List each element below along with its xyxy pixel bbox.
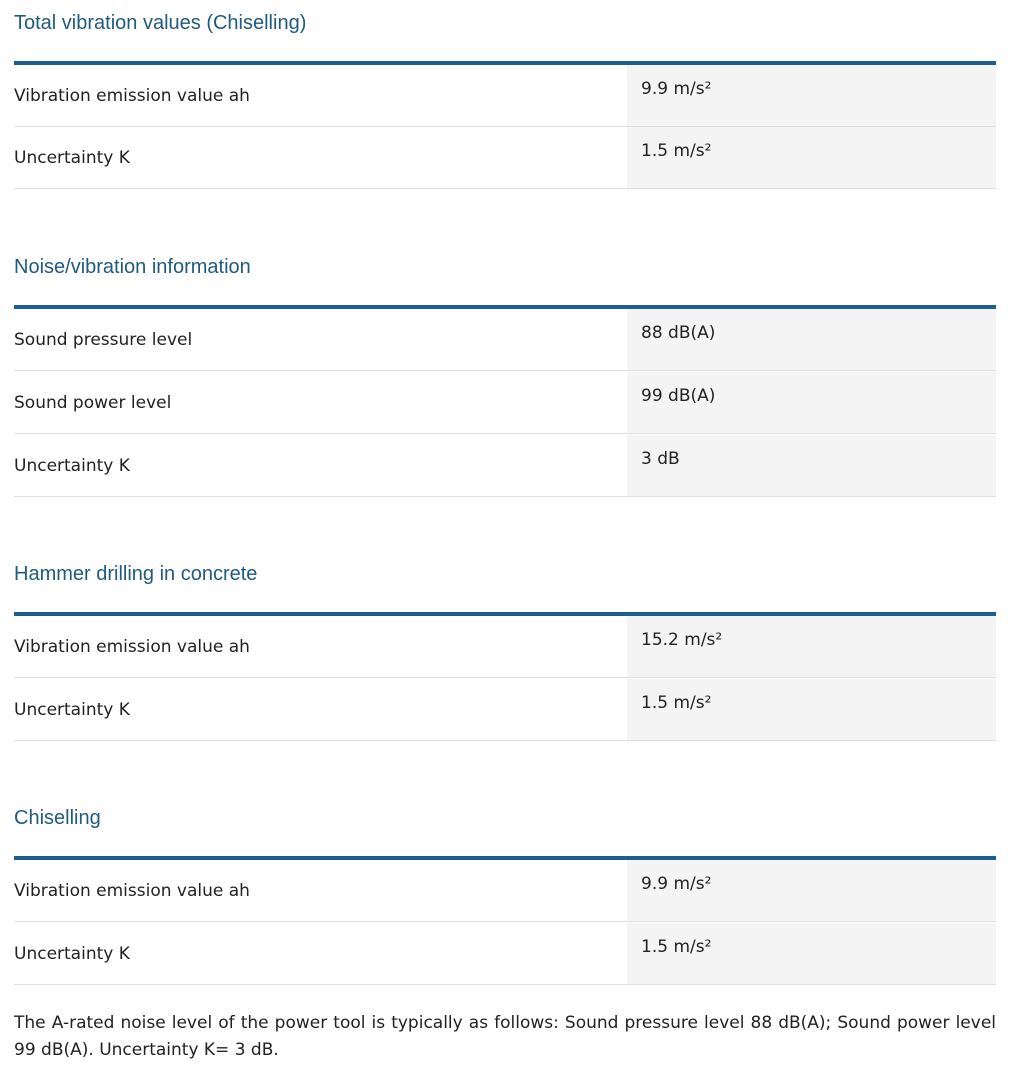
- section-title: Total vibration values (Chiselling): [14, 12, 307, 34]
- section-title: Hammer drilling in concrete: [14, 563, 258, 585]
- row-value: 9.9 m/s²: [641, 874, 712, 894]
- table-row: [14, 127, 996, 189]
- row-value-cell: [627, 127, 996, 188]
- table-row: [14, 923, 996, 985]
- row-label: Uncertainty K: [14, 944, 130, 964]
- row-value: 1.5 m/s²: [641, 937, 712, 957]
- row-label: Uncertainty K: [14, 700, 130, 720]
- row-value: 15.2 m/s²: [641, 630, 723, 650]
- section-title: Noise/vibration information: [14, 256, 251, 278]
- row-value-cell: [627, 679, 996, 740]
- row-label: Uncertainty K: [14, 148, 130, 168]
- row-value-cell: [627, 309, 996, 370]
- row-value: 1.5 m/s²: [641, 141, 712, 161]
- row-value-cell: [627, 372, 996, 433]
- row-value: 88 dB(A): [641, 323, 716, 343]
- table-row: [14, 372, 996, 434]
- table-row: [14, 309, 996, 371]
- row-value-cell: [627, 65, 996, 126]
- row-value: 9.9 m/s²: [641, 79, 712, 99]
- row-label: Vibration emission value ah: [14, 881, 250, 901]
- table-row: [14, 435, 996, 497]
- row-value: 3 dB: [641, 449, 680, 469]
- section-title: Chiselling: [14, 807, 101, 829]
- table-row: [14, 679, 996, 741]
- row-value: 1.5 m/s²: [641, 693, 712, 713]
- row-label: Uncertainty K: [14, 456, 130, 476]
- row-value-cell: [627, 616, 996, 677]
- row-label: Vibration emission value ah: [14, 637, 250, 657]
- table-row: [14, 860, 996, 922]
- row-label: Vibration emission value ah: [14, 86, 250, 106]
- row-value: 99 dB(A): [641, 386, 716, 406]
- row-value-cell: [627, 435, 996, 496]
- row-label: Sound pressure level: [14, 330, 193, 350]
- table-row: [14, 65, 996, 127]
- table-row: [14, 616, 996, 678]
- row-value-cell: [627, 860, 996, 921]
- row-label: Sound power level: [14, 393, 172, 413]
- noise-level-note: The A-rated noise level of the power tool is typically as follows: Sound pressure level 88 dB(A); Sound power level 99 dB(A). Uncertainty K= 3 dB.: [14, 1013, 996, 1060]
- row-value-cell: [627, 923, 996, 984]
